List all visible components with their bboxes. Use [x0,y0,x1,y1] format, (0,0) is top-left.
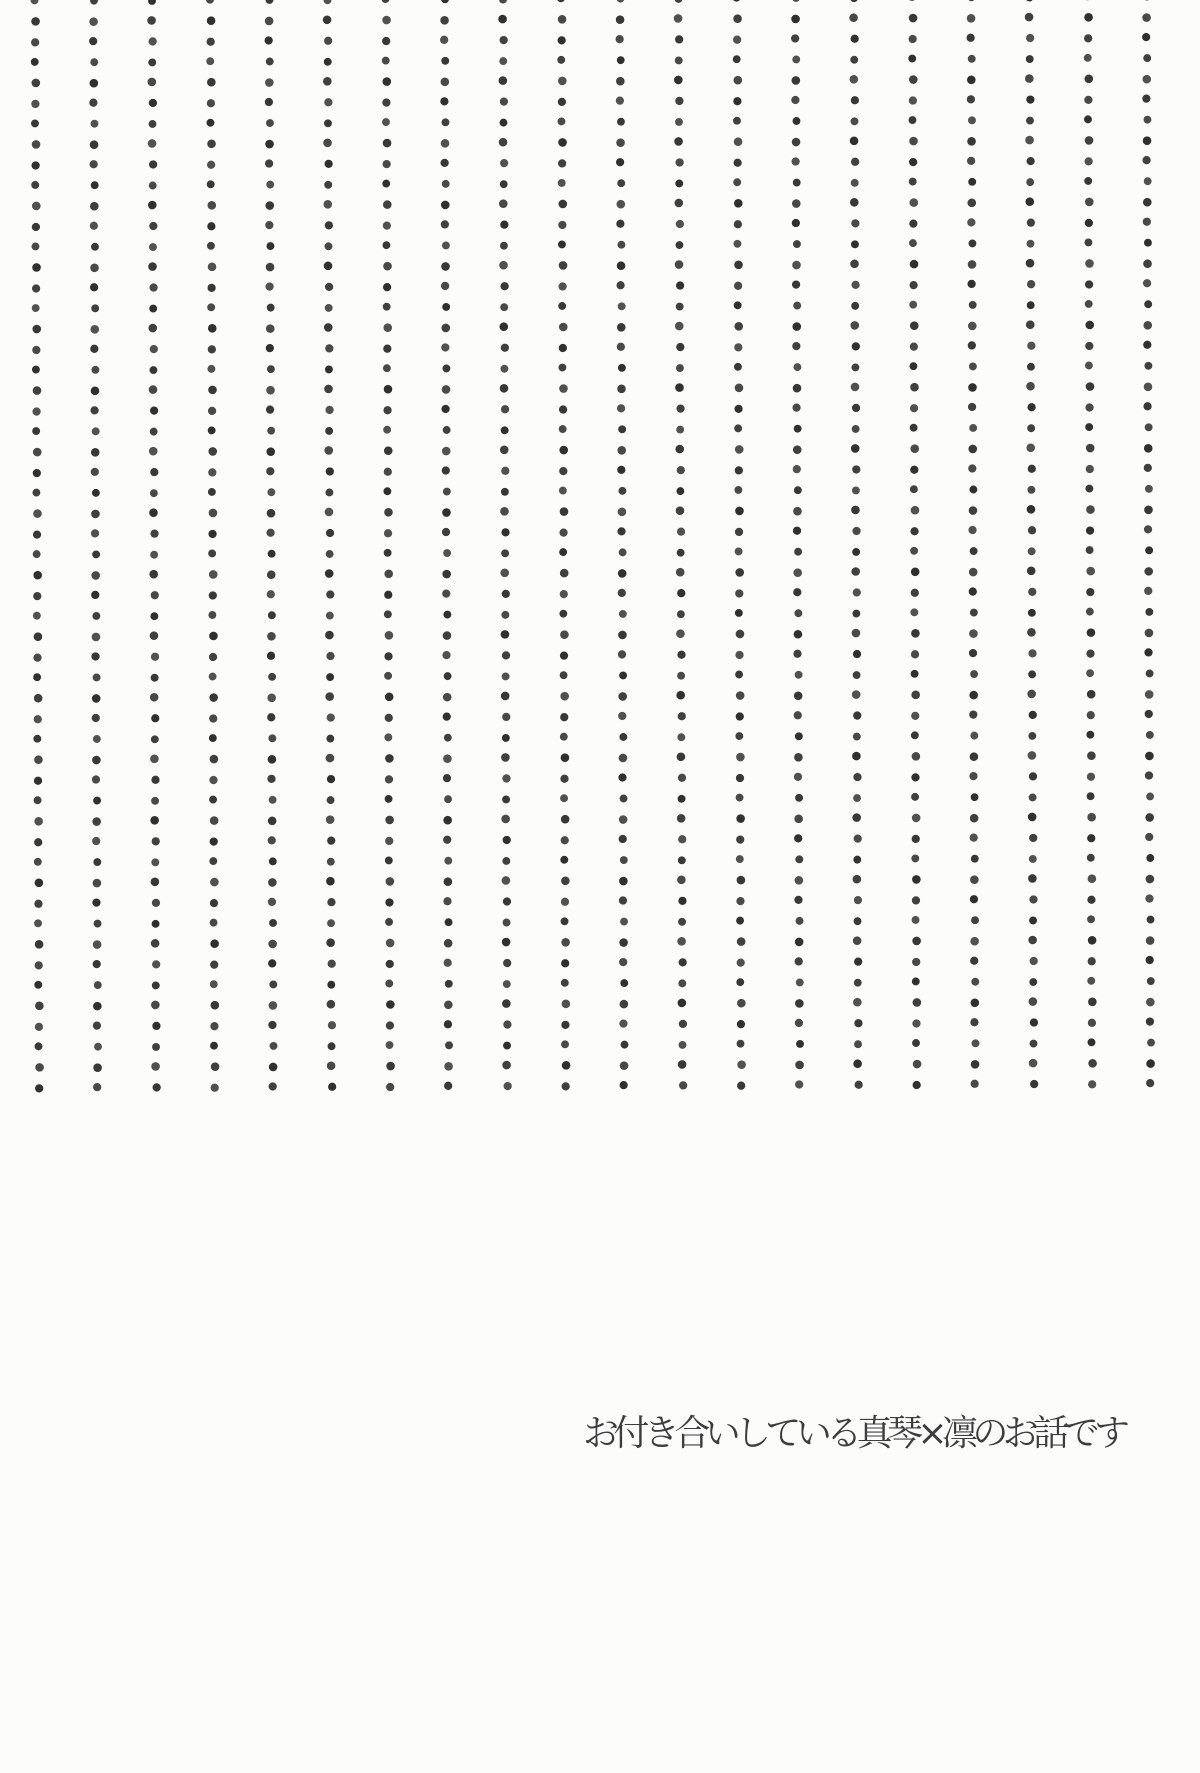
caption-text: お付き合いしている真琴×凛のお話です [583,1413,1125,1454]
